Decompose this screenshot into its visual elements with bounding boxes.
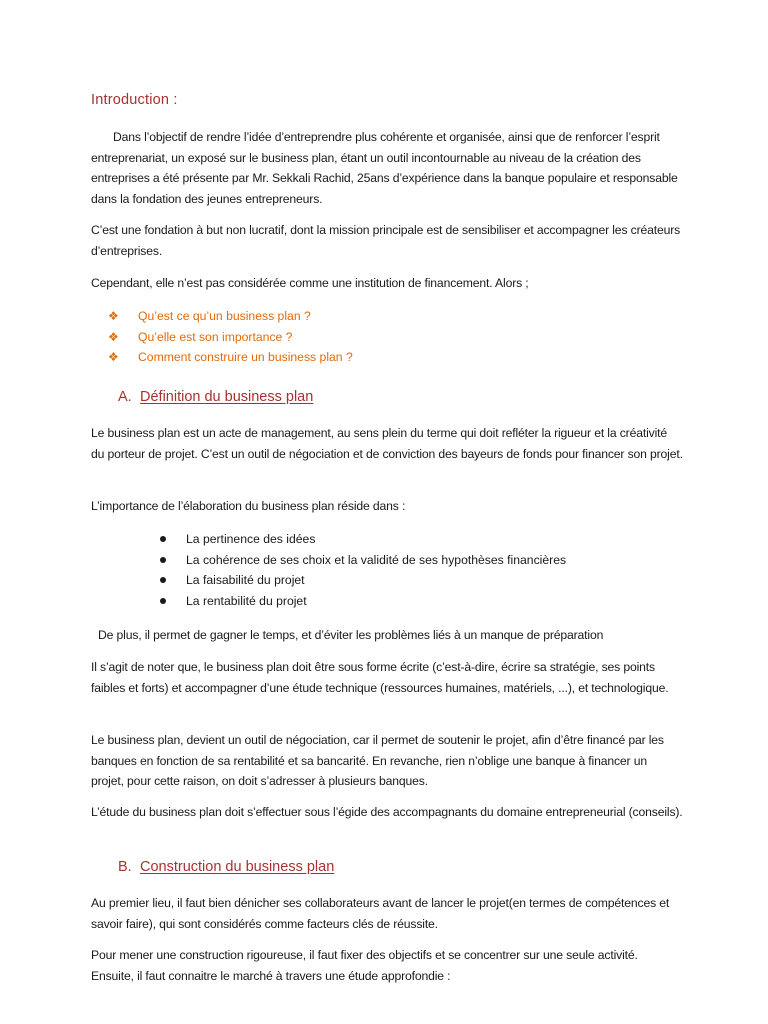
section-a-paragraph-1: Le business plan est un acte de management, au sens plein du terme qui doit refléter la rigueur et la créativité du porteur de projet. C’est un outil de négociation et de conviction des bayeurs de fonds pour financer son projet. — [91, 426, 683, 461]
diamond-bullet-icon: ❖ — [108, 350, 119, 365]
bullet-text: La cohérence de ses choix et la validité de ses hypothèses financières — [186, 552, 567, 567]
section-title: Construction du business plan — [140, 859, 335, 875]
bullet-text: La pertinence des idées — [186, 532, 316, 546]
bullet-text: La faisabilité du projet — [186, 573, 305, 588]
section-b-paragraph-1: Au premier lieu, il faut bien dénicher ses collaborateurs avant de lancer le projet(en termes de compétences et savoir faire), qui sont considérés comme facteurs clés de réussite. — [91, 896, 670, 931]
section-a-heading — [118, 389, 313, 405]
question-text: Qu’elle est son importance ? — [138, 329, 293, 344]
section-a-paragraph-2: L’importance de l’élaboration du business plan réside dans : — [91, 499, 406, 513]
bullet-item — [160, 570, 566, 591]
question-item — [108, 347, 353, 368]
round-bullet-icon — [160, 577, 166, 583]
question-text: Qu’est ce qu’un business plan ? — [138, 309, 311, 323]
bullet-item — [160, 550, 566, 571]
section-title: Définition du business plan — [140, 389, 314, 405]
round-bullet-icon — [160, 598, 166, 604]
section-a-paragraph-5: Le business plan, devient un outil de négociation, car il permet de soutenir le projet, afin d’être financé par les banques en fonction de sa rentabilité et sa bancarité. En revanche, rien n’oblige une banque à financer un projet, pour cette raison, on doit s’adresser à plusieurs banques. — [91, 733, 664, 789]
intro-paragraph-2: C’est une fondation à but non lucratif, dont la mission principale est de sensibiliser et accompagner les créateurs d’entreprises. — [91, 223, 681, 258]
diamond-bullet-icon: ❖ — [108, 329, 119, 344]
bullet-item — [160, 591, 566, 612]
section-b-heading — [118, 859, 334, 875]
round-bullet-icon — [160, 557, 166, 563]
round-bullet-icon — [160, 536, 166, 542]
bullet-item — [160, 529, 566, 550]
section-letter: A. — [118, 389, 132, 405]
introduction-heading: Introduction : — [91, 92, 178, 108]
question-list — [108, 306, 353, 368]
section-a-paragraph-6: L’étude du business plan doit s’effectuer sous l’égide des accompagnants du domaine entrepreneurial (conseils). — [91, 805, 683, 819]
section-b-paragraph-2: Pour mener une construction rigoureuse, il faut fixer des objectifs et se concentrer sur une seule activité. Ensuite, il faut connaitre le marché à travers une étude approfondie : — [91, 948, 638, 983]
question-item — [108, 306, 353, 327]
question-item — [108, 327, 353, 348]
diamond-bullet-icon: ❖ — [108, 309, 119, 323]
intro-paragraph-1: Dans l’objectif de rendre l’idée d’entreprendre plus cohérente et organisée, ainsi que de renforcer l’esprit entreprenariat, un exposé sur le business plan, étant un outil incontournable au niveau de la création des entreprises a été présente par Mr. Sekkali Rachid, 25ans d’expérience dans la banque populaire et responsable dans la fondation des jeunes entrepreneurs. — [91, 130, 678, 206]
section-a-paragraph-4: Il s’agit de noter que, le business plan doit être sous forme écrite (c’est-à-dire, écrire sa stratégie, ses points faibles et forts) et accompagner d’une étude technique (ressources humaines, matériels, ...), et technologique. — [91, 660, 669, 695]
importance-bullet-list — [160, 529, 566, 611]
intro-paragraph-3: Cependant, elle n’est pas considérée comme une institution de financement. Alors ; — [91, 276, 529, 290]
question-text: Comment construire un business plan ? — [138, 350, 353, 365]
section-a-paragraph-3: De plus, il permet de gagner le temps, et d’éviter les problèmes liés à un manque de préparation — [98, 628, 604, 642]
section-letter: B. — [118, 859, 132, 875]
bullet-text: La rentabilité du projet — [186, 593, 307, 608]
